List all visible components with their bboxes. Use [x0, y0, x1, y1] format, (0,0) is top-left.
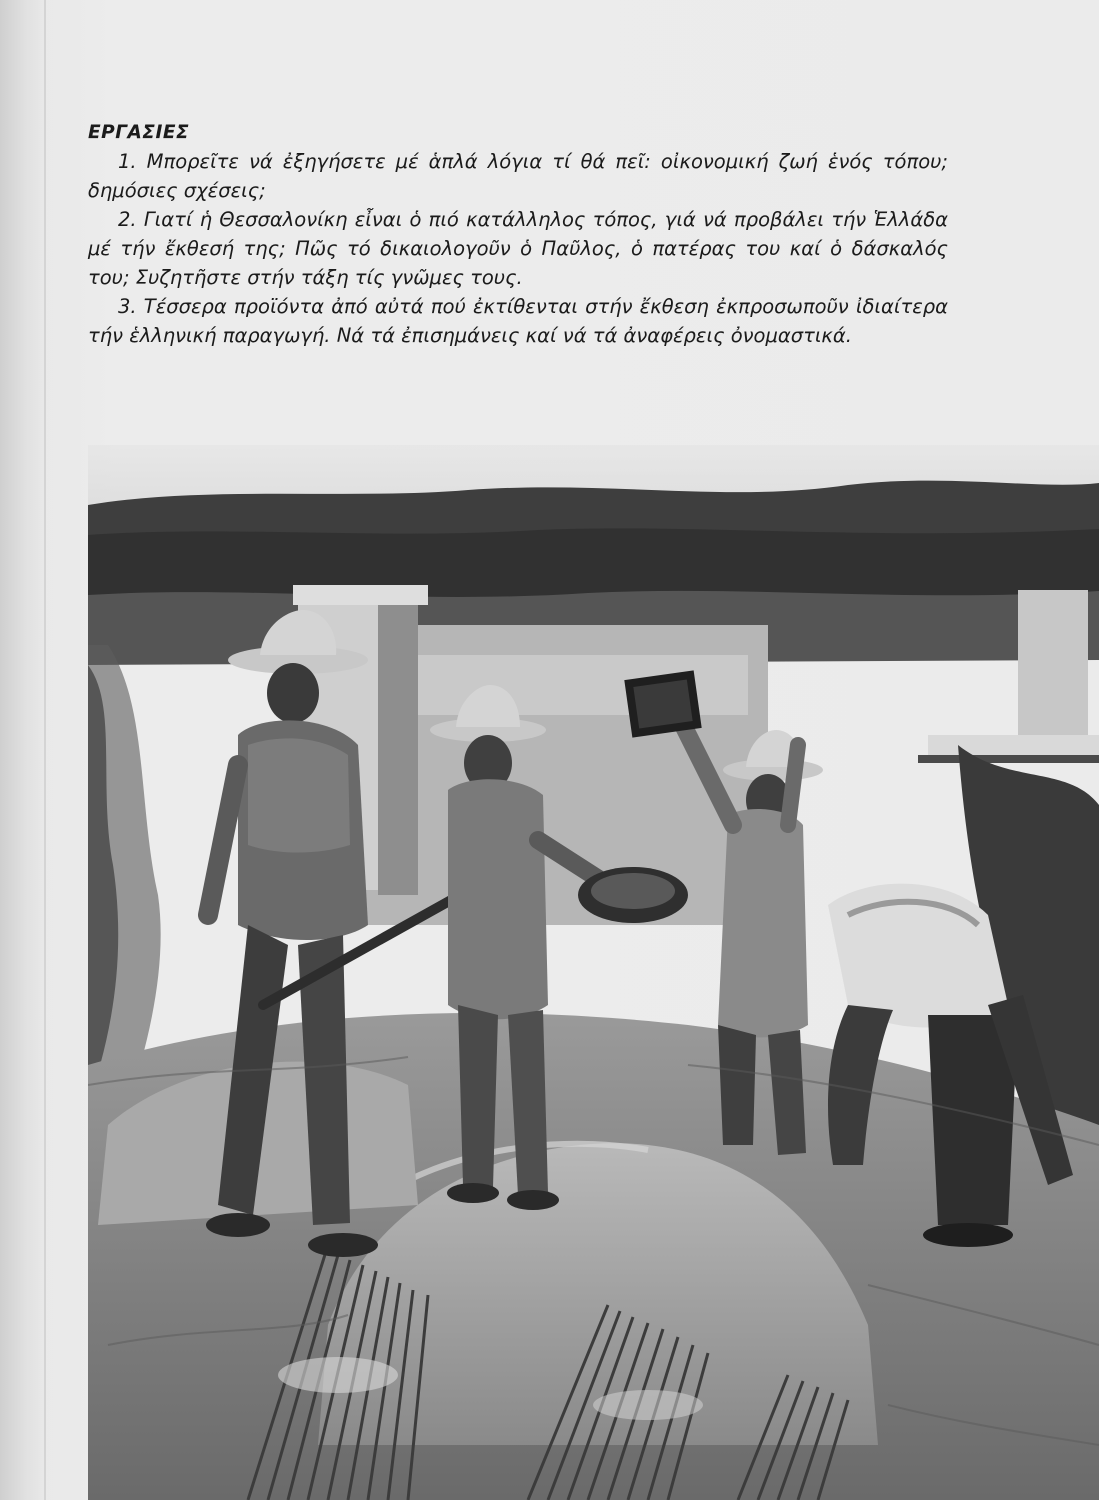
exercise-item-1: 1. Μπορεῖτε νά ἐξηγήσετε μέ ἁπλά λόγια τί θά πεῖ: οἰκονομική ζωή ἑνός τόπου; δημόσιες σχέσεις;: [88, 150, 948, 202]
binding-shadow: [0, 0, 46, 1500]
threshing-illustration: [88, 445, 1099, 1500]
exercise-item-2: 2. Γιατί ἡ Θεσσαλονίκη εἶναι ὁ πιό κατάλληλος τόπος, γιά νά προβάλει τήν Ἑλλάδα μέ τήν ἔκθεσή της; Πῶς τό δικαιολογοῦν ὁ Παῦλος, ὁ πατέρας του καί ὁ δάσκαλός του; Συζητῆστε στήν τάξη τίς γνῶμες τους.: [88, 208, 948, 289]
exercises-heading: ΕΡΓΑΣΙΕΣ: [88, 122, 190, 143]
binding-edge: [44, 0, 46, 1500]
stone-pillar-right: [1018, 590, 1088, 740]
exercises-section: [88, 118, 948, 350]
exercise-item-3: 3. Τέσσερα προϊόντα ἀπό αὐτά πού ἐκτίθενται στήν ἔκθεση ἐκπροσωποῦν ἰδιαίτερα τήν ἑλληνική παραγωγή. Νά τά ἐπισημάνεις καί νά τά ἀναφέρεις ὀνομαστικά.: [88, 295, 948, 347]
threshing-scene-drawing: [88, 445, 1099, 1500]
